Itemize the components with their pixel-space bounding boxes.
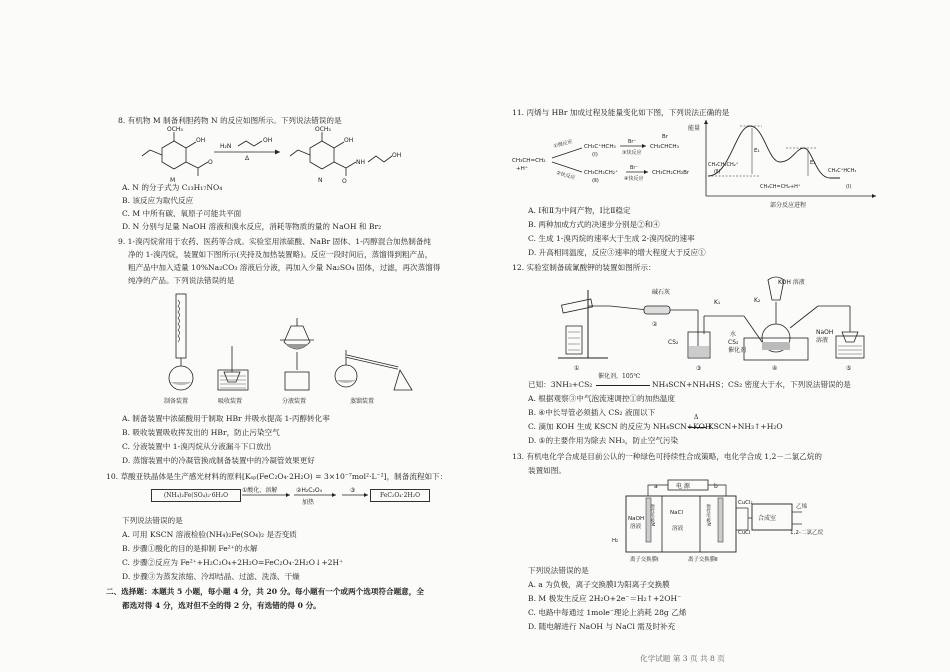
q9-option-b: B. 吸收装置吸收挥发出的 HBr，防止污染空气 (122, 428, 280, 437)
q12-known-catalyst: 催化剂，105℃ (598, 373, 641, 380)
q12-label-cs2-flask: CS₂ (728, 339, 739, 346)
q13-h2: H₂ (612, 538, 619, 544)
q13-ethene: 乙烯 (796, 504, 808, 510)
q13-nacl: NaCl (670, 510, 684, 516)
q12-option-b: B. ④中长导管必须插入 CS₂ 液面以下 (528, 408, 656, 417)
q12-option-c-post: KSCN+NH₃↑+H₂O (708, 422, 783, 431)
q8-reaction-scheme (120, 126, 420, 185)
q8-n-nh: NH (356, 159, 365, 166)
q12-label-k1: K₁ (714, 299, 721, 306)
q11-path-1: ①慢反应 (552, 138, 574, 150)
q12-label-koh: KOH 溶液 (778, 279, 805, 286)
q11-e1: E₁ (754, 148, 760, 154)
q12-label-water: 水 (730, 331, 737, 338)
page-footer: 化学试题 第 3 页 共 8 页 (640, 654, 725, 663)
q11-step-3-label: ③快反应 (622, 150, 642, 156)
q11-product-2: CH₃CH₂CH₂Br (652, 170, 690, 176)
q10-option-b: B. 步骤①酸化的目的是抑制 Fe²⁺的水解 (122, 544, 258, 553)
q10-step-1: ①酸化、溶解 (242, 487, 278, 494)
q13-pole-b: b (714, 483, 718, 490)
q13-nacl-2: 溶液 (672, 526, 684, 532)
q11-int-2-n: (Ⅱ) (592, 178, 599, 184)
app-label-separatory: 分液装置 (282, 398, 307, 405)
q10-step-2-cond: 加热 (302, 499, 315, 506)
q13-membrane-2: 离子交换膜Ⅱ (688, 557, 718, 563)
q12-label-catalyst: 催化剂 (728, 347, 747, 354)
q12-num-5: ⑤ (846, 365, 852, 372)
q13-option-b: B. M 极发生反应 2H₂O+2e⁻＝H₂↑+2OH⁻ (528, 594, 682, 603)
q11-int-1-n: (Ⅰ) (592, 152, 598, 158)
q8-option-b: B. 该反应为取代反应 (122, 196, 194, 205)
q13-option-c: C. 电路中每通过 1mole⁻理论上消耗 28g 乙烯 (528, 608, 687, 617)
q11-option-b: B. 两种加成方式的决速步分别是②和④ (528, 220, 660, 229)
q8-n-label: N (318, 177, 323, 184)
apparatus-5-absorber (816, 306, 864, 358)
q11-level-ii-n: (Ⅱ) (714, 169, 721, 175)
q11-int-2: CH₃CH₂CH₂⁺ (584, 170, 619, 176)
q13-cucl2: CuCl₂ (738, 500, 753, 506)
q8-n-o: O (342, 178, 347, 185)
q11-step-4: Br⁻ (630, 165, 639, 171)
absorption-apparatus (218, 346, 248, 390)
q9-stem-line-3: 粗产品中加入适量 10%Na₂CO₃ 溶液后分液，再加入少量 Na₂SO₄ 固体，过滤，再次蒸馏得 (128, 263, 441, 272)
q11-level-ii: CH₃CH₂CH₂⁺ (708, 162, 739, 168)
q8-m-och3: OCH₃ (167, 126, 183, 133)
q12-num-4: ④ (772, 365, 778, 372)
q13-stem-line-1: 13. 有机电化学合成是目前公认的一种绿色可持续性合成策略，电化学合成 1,2－二氯乙烷的 (512, 452, 822, 461)
q11-level-i-n: (Ⅰ) (846, 184, 852, 190)
q13-electrolysis-diagram (612, 478, 824, 564)
q13-electrode-n: 惰性电极N (705, 504, 711, 526)
distillation-apparatus (335, 350, 412, 390)
app-label-absorption: 吸收装置 (218, 398, 243, 405)
q10-intro: 下列说法错误的是 (122, 516, 183, 525)
q12-label-naoh: NaOH (816, 329, 834, 336)
q12-num-3: ③ (696, 365, 702, 372)
apparatus-2-drying-tube (644, 288, 698, 314)
q8-m-label: M (170, 177, 176, 184)
q13-stem-line-2: 装置如图。 (528, 466, 566, 475)
q10-option-c: C. 步骤②反应为 Fe²⁺+H₂C₂O₄+2H₂O=FeC₂O₄·2H₂O↓+2H⁺ (122, 558, 344, 567)
q11-e2: E₂ (810, 160, 816, 166)
q11-reactant-2: +H⁺ (516, 166, 528, 172)
q11-axis-y: 能量 (688, 125, 701, 132)
reflux-apparatus (169, 294, 193, 390)
q12-option-a: A. 根据观察③中气泡流速调控①的加热温度 (528, 394, 675, 403)
q11-step-4-label: ④快反应 (624, 176, 644, 182)
q8-option-c: C. M 中所有碳、氧原子可能共平面 (122, 209, 242, 218)
q12-label-lime: 碱石灰 (652, 289, 671, 296)
q10-flow-arrows (240, 486, 390, 510)
section-2-heading-line-1: 二、选择题：本题共 5 小题，每小题 4 分，共 20 分。每小题有一个或两个选项符合题意，全 (106, 587, 424, 596)
q12-known-pre: 已知：3NH₃+CS₂ (528, 380, 593, 389)
q13-membrane-1: 离子交换膜Ⅰ (630, 557, 659, 563)
section-2-heading-line-2: 都选对得 4 分，选对但不全的得 2 分，有选错的得 0 分。 (122, 601, 321, 610)
apparatus-4-reactor (728, 277, 818, 360)
q11-option-d: D. 升高相同温度，反应③速率的增大程度大于反应① (528, 248, 706, 257)
q13-naoh-2: 溶液 (630, 524, 642, 530)
q13-option-d: D. 随电解进行 NaOH 与 NaCl 需及时补充 (528, 622, 676, 631)
q11-option-a: A. Ⅰ和Ⅱ为中间产物，Ⅰ比Ⅱ稳定 (528, 206, 631, 215)
q12-known-arrow (596, 385, 650, 386)
q11-level-i: CH₃C⁺HCH₃ (828, 168, 857, 174)
q10-stem: 10. 草酸亚铁晶体是生产感光材料的原料[Kₛₚ(FeC₂O₄·2H₂O) = 3×10⁻⁷mol²·L⁻²]，制备流程如下： (106, 472, 448, 481)
q11-product-1-br: Br (662, 134, 668, 140)
q8-m-o: O (208, 159, 213, 166)
q11-product-1: CH₃CHCH₃ (650, 144, 679, 150)
q9-option-a: A. 制备装置中浓硫酸用于制取 HBr 并吸水提高 1-丙醇转化率 (122, 414, 330, 423)
q9-apparatus-figure (150, 290, 430, 410)
q13-electrode-m: 惰性电极M (649, 504, 655, 527)
q11-step-3: Br⁻ (628, 139, 637, 145)
q11-level-reactant: CH₃CH=CH₂+H⁺ (760, 184, 801, 190)
q12-option-c: C. 滴加 KOH 生成 KSCN 的反应为 NH₄SCN+KOH (528, 422, 712, 431)
q12-stem: 12. 实验室制备硫氰酸钾的装置如图所示： (512, 263, 656, 272)
q10-flow-box-start: (NH₄)₂Fe(SO₄)₂·6H₂O (151, 489, 241, 502)
q8-reagent-oh: OH (263, 137, 273, 144)
q13-product: 1,2-二氯乙烷 (790, 530, 824, 536)
q10-option-a: A. 可用 KSCN 溶液检验(NH₄)₂Fe(SO₄)₂ 是否变质 (122, 530, 297, 539)
apparatus-1-heating (558, 290, 648, 358)
q13-naoh: NaOH (628, 516, 645, 522)
q9-stem-line-1: 9. 1-溴丙烷常用于农药、医药等合成。实验室用浓硫酸、NaBr 固体、1-丙醇混合加热制备纯 (118, 237, 432, 246)
app-label-distillation: 蒸馏装置 (350, 398, 375, 405)
q11-reaction-scheme (512, 124, 702, 194)
q8-reagent: H₂N (220, 143, 232, 150)
q12-num-2: ② (652, 321, 658, 328)
q12-apparatus-figure (548, 276, 878, 372)
q11-reactant: CH₃CH=CH₂ (512, 158, 546, 164)
q12-num-1: ① (574, 365, 580, 372)
q11-axis-x: 部分反应进程 (770, 202, 807, 209)
q8-n-oh: OH (344, 137, 354, 144)
q10-flow-box-end: FeC₂O₄·2H₂O (370, 489, 430, 502)
q11-energy-diagram (688, 118, 880, 209)
q9-stem-line-2: 净的 1-溴丙烷，装置如下图所示(夹持及加热装置略)。反应一段时间后，蒸馏得到粗产品， (128, 250, 433, 259)
q13-synthesis-room: 合成室 (758, 515, 777, 522)
q12-label-naoh-2: 溶液 (816, 337, 829, 344)
q12-option-d: D. ⑤的主要作用为除去 NH₃，防止空气污染 (528, 436, 679, 445)
q11-stem: 11. 丙烯与 HBr 加成过程及能量变化如下图，下列说法正确的是 (512, 108, 730, 117)
q8-condition: Δ (245, 155, 250, 162)
q8-n-oh2: OH (392, 152, 402, 159)
q10-step-3: ③ (350, 487, 356, 494)
q8-option-a: A. N 的分子式为 C₁₃H₁₇NO₄ (122, 183, 223, 192)
q12-label-k2: K₂ (754, 297, 761, 304)
q9-option-d: D. 蒸馏装置中的冷凝管换成制备装置中的冷凝管效果更好 (122, 456, 315, 465)
app-label-reflux: 制备装置 (164, 398, 189, 405)
q11-path-2: ②快反应 (555, 170, 576, 182)
q13-cucl: CuCl (738, 530, 751, 536)
q11-int-1: CH₃C⁺HCH₃ (584, 144, 616, 150)
q13-power: 电 源 (676, 483, 690, 490)
q12-option-c-arrow (688, 427, 706, 428)
q8-n-och3: OCH₃ (315, 126, 331, 133)
q12-option-c-cond: Δ (694, 414, 699, 421)
separatory-apparatus (280, 318, 314, 390)
q13-intro: 下列说法错误的是 (528, 566, 589, 575)
q8-option-d: D. N 分别与足量 NaOH 溶液和溴水反应，消耗等物质的量的 NaOH 和 Br₂ (122, 222, 382, 231)
q12-known-post: NH₄SCN+NH₄HS；CS₂ 密度大于水，下列说法错误的是 (652, 380, 851, 389)
q9-stem-line-4: 纯净的产品。下列说法错误的是 (128, 276, 235, 285)
q9-option-c: C. 分液装置中 1-溴丙烷从分液漏斗下口放出 (122, 442, 272, 451)
q10-option-d: D. 步骤③为蒸发浓缩、冷却结晶、过滤、洗涤、干燥 (122, 572, 300, 581)
q13-pole-a: a (654, 483, 658, 490)
q8-m-oh: OH (196, 137, 206, 144)
q13-option-a: A. a 为负极，离子交换膜Ⅰ为阳离子交换膜 (528, 580, 670, 589)
q11-option-c: C. 生成 1-溴丙烷的速率大于生成 2-溴丙烷的速率 (528, 234, 695, 243)
q8-stem: 8. 有机物 M 制备利胆药物 N 的反应如图所示。下列说法错误的是 (118, 116, 342, 125)
q10-step-2-reagent: ②H₂C₂O₄ (296, 487, 323, 494)
q12-label-cs2: CS₂ (668, 339, 679, 346)
